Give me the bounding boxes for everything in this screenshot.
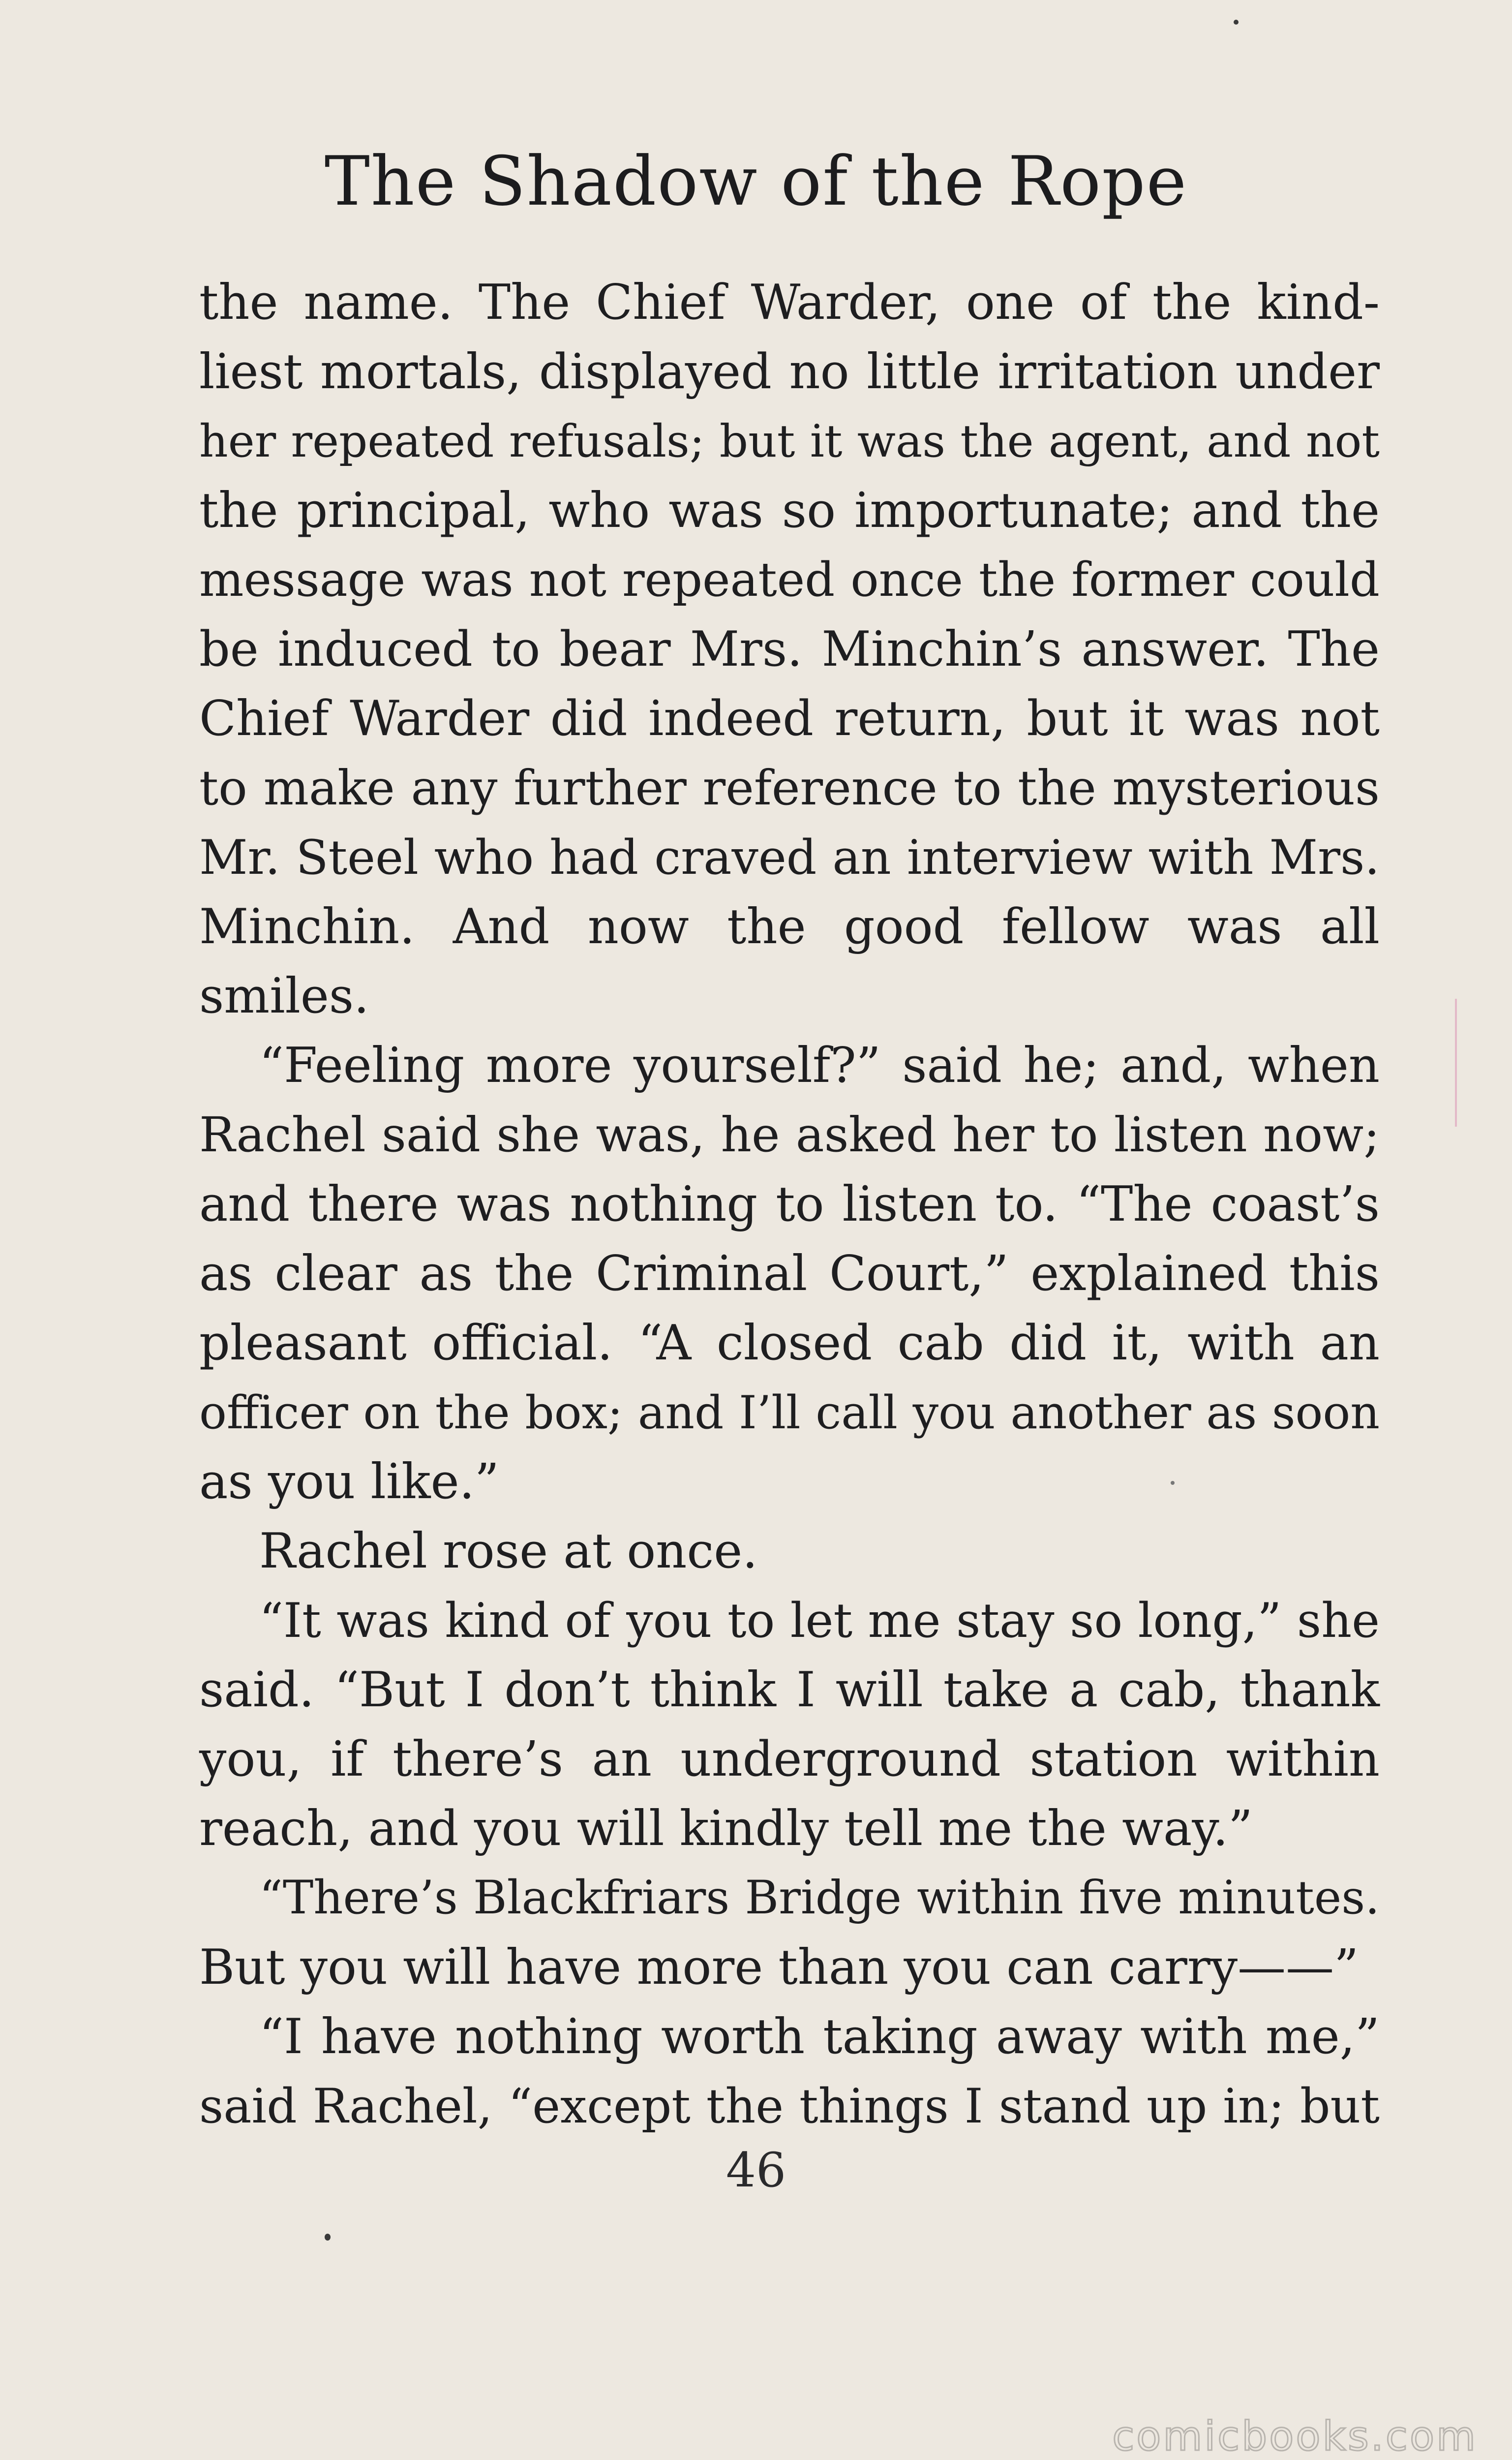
text-line: “Feeling more yourself?” said he; and, when [259,1038,1380,1094]
watermark: comicbooks.com [1112,2413,1478,2460]
text-line: you, if there’s an underground station within [199,1731,1380,1787]
text-line: But you will have more than you can carry——” [199,1939,1359,1996]
text-line: smiles. [199,968,369,1024]
text-line: Mr. Steel who had craved an interview with Mrs. [199,830,1380,885]
running-head-title: The Shadow of the Rope [324,142,1188,221]
text-line: officer on the box; and I’ll call you another as soon [199,1386,1380,1439]
text-line: her repeated refusals; but it was the agent, and not [199,415,1380,467]
text-line: to make any further reference to the mysterious [199,760,1380,816]
text-line: Rachel rose at once. [259,1523,758,1579]
text-line: “It was kind of you to let me stay so long,” she [259,1593,1380,1648]
text-line: the principal, who was so importunate; and the [199,483,1380,539]
text-line: the name. The Chief Warder, one of the kind- [199,275,1380,331]
page-number: 46 [726,2143,786,2198]
text-line: be induced to bear Mrs. Minchin’s answer. The [199,621,1380,677]
text-line: and there was nothing to listen to. “The coast’s [199,1176,1380,1232]
text-line: message was not repeated once the former could [199,553,1380,607]
dust-speck [1171,1481,1175,1485]
text-line: “There’s Blackfriars Bridge within five minutes. [259,1871,1380,1925]
text-line: pleasant official. “A closed cab did it, with an [199,1315,1380,1371]
text-line: as clear as the Criminal Court,” explained this [199,1246,1380,1302]
text-line: Chief Warder did indeed return, but it was not [199,691,1380,747]
text-line: Rachel said she was, he asked her to listen now; [199,1107,1380,1163]
margin-mark [1455,999,1457,1127]
text-line: said Rachel, “except the things I stand up in; but [199,2079,1380,2134]
text-line: said. “But I don’t think I will take a cab, thank [199,1662,1380,1718]
dust-speck [1234,20,1239,25]
dust-speck [325,2234,331,2241]
text-line: liest mortals, displayed no little irritation under [199,344,1380,400]
text-line: Minchin. And now the good fellow was all [199,899,1380,955]
text-line: “I have nothing worth taking away with me,” [259,2009,1380,2065]
text-line: reach, and you will kindly tell me the way.” [199,1801,1253,1857]
text-line: as you like.” [199,1454,499,1510]
